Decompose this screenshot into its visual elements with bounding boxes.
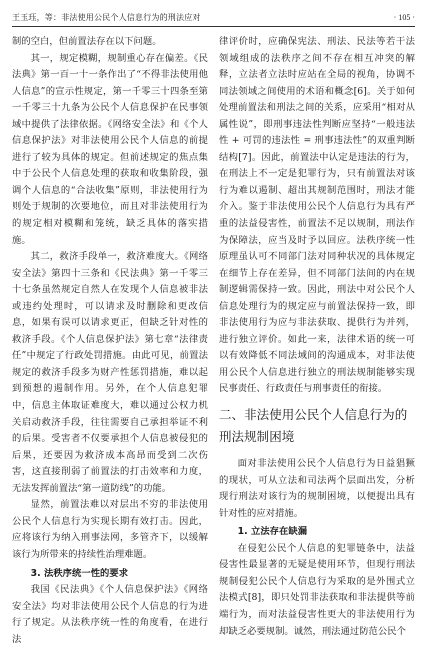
left-column xyxy=(12,34,208,648)
subheading-legal-order-unity: 3. 法秩序统一性的要求 xyxy=(30,567,129,579)
header-authors-title: 王玉珏，等：非法使用公民个人信息行为的刑法应对 xyxy=(12,13,201,22)
page-number: · 105 · xyxy=(393,13,415,22)
section-heading-line-1: 二、非法使用公民个人信息行为的 xyxy=(219,407,408,423)
right-column xyxy=(219,34,415,640)
paragraph-legal-evaluation: 律评价时，应确保宪法、刑法、民法等若干法领域组成的法秩序之间不存在相互冲突的解释，立法者立法时应站在全局的视角，协调不同法领域之间使用的术语和概念[6]。关于如何处理前置法和刑法之间的关系，应采用“相对从属性说”，即刑事违法性判断应坚持“一般违法性 + 可罚的违法性 = 刑事违法性”的双重判断结构[7]。因此，前置法中认定是违法的行为，在刑法上不一定是犯罪行为，只有前置法对该行为难以遏制、超出其规制范围时，刑法才能介入。鉴于非法使用公民个人信息行为具有严重的法益侵害性，前置法不足以规制，刑法作为保障法，应当及时予以回应。法秩序统一性原理虽认可不同部门法对同种状况的具体规定在细节上存在差异，但不同部门法间的内在规制逻辑需保持一致。因此，刑法中对公民个人信息处理行为的规定应与前置法保持一致，即非法使用行为应与非法获取、提供行为并列，进行独立评价。如此一来，法律术语的统一可以有效降低不同法域间的沟通成本，对非法使用公民个人信息进行独立的刑法规制能够实现民事责任、行政责任与刑事责任的衔接。 xyxy=(219,36,415,395)
paragraph-legal-order: 我国《民法典》《个人信息保护法》《网络安全法》均对非法使用公民个人信息的行为进行了规定。从法秩序统一性的角度看，在进行法 xyxy=(12,584,208,645)
paragraph-continuation: 制的空白，但前置法存在以下问题。 xyxy=(12,36,162,47)
subheading-legislative-gap: 1. 立法存在缺漏 xyxy=(237,526,308,538)
section-heading-line-2: 刑法规制困境 xyxy=(219,429,295,445)
paragraph-dilemma-intro: 面对非法使用公民个人信息行为日益猖獗的现状，可从立法和司法两个层面出发，分析现行刑法对该行为的规制困境，以便提出具有针对性的应对措施。 xyxy=(219,458,415,519)
paragraph-conclusion: 显然，前置法难以对层出不穷的非法使用公民个人信息行为实现长期有效打击。因此，应将该行为纳入刑事法网，多管齐下，以缓解该行为所带来的持续性治理难题。 xyxy=(12,499,208,560)
paragraph-legislative-gap: 在侵犯公民个人信息的犯罪链条中，法益侵害性最显著的无疑是使用环节，但现行刑法规制侵犯公民个人信息行为采取的是外围式立法模式[8]，即只处罚非法获取和非法提供等前端行为，而对法益侵害性更大的非法使用行为却缺乏必要规制。诚然，刑法通过防范公民个 xyxy=(219,542,415,637)
running-header xyxy=(12,10,415,27)
paragraph-point-two: 其二，救济手段单一，救济难度大。《网络安全法》第四十三条和《民法典》第一千零三十七条虽然规定自然人在发现个人信息被非法或违约处理时，可以请求及时删除和更改信息，如果有误可以请求更正，但缺乏针对性的救济手段。《个人信息保护法》第七章“法律责任”中规定了行政处罚措施。由此可见，前置法规定的救济手段多为财产性惩罚措施，难以起到预想的遏制作用。另外，在个人信息犯罪中，信息主体取证难度大，难以通过公权力机关启动救济手段，往往需要自己承担举证不利的后果。受害者不仅要承担个人信息被侵犯的后果，还要因为救济成本高昂而受到二次伤害，这直接削弱了前置法的打击效率和力度，无法发挥前置法“第一道防线”的功能。 xyxy=(12,251,208,494)
paragraph-point-one: 其一，规定模糊，规制重心存在偏差。《民法典》第一百一十一条作出了“不得非法使用他人信息”的宣示性规定，第一千零三十四条至第一千零三十九条为公民个人信息保护在民事领域中提供了法律依据。《网络安全法》和《个人信息保护法》对非法使用公民个人信息的前提进行了较为具体的规定。但前述规定的焦点集中于公民个人信息处理的获取和收集阶段，强调个人信息的“合法收集”原则，非法使用行为则处于规制的次要地位，而且对非法使用行为的规定相对模糊和笼统，缺乏具体的落实措施。 xyxy=(12,52,208,246)
section-heading xyxy=(219,404,415,448)
